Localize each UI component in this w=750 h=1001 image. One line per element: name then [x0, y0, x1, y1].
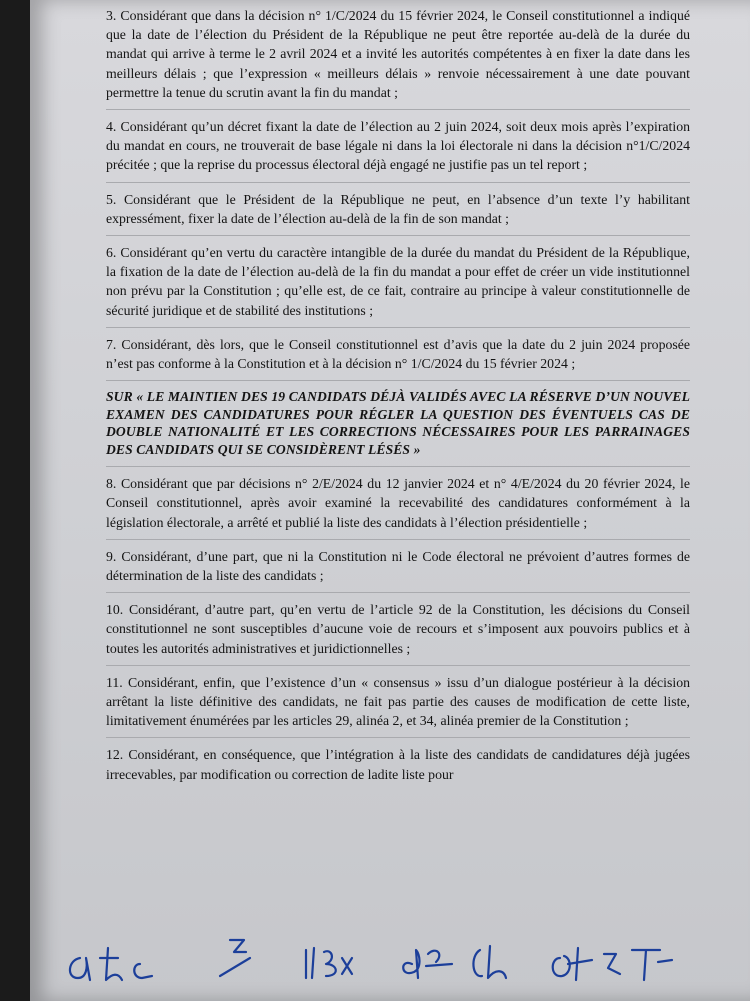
- paragraph-8: 8. Considérant que par décisions n° 2/E/2024 du 12 janvier 2024 et n° 4/E/2024 du 20 février 2024, le Conseil constitutionnel, après avoir examiné la recevabilité des candidatures conformément à la législation électorale, a arrêté et publié la liste des candidats à l’élection présidentielle ;: [106, 474, 690, 540]
- signature-2: [220, 940, 250, 976]
- paragraph-6: 6. Considérant qu’en vertu du caractère intangible de la durée du mandat du Président de la République, la fixation de la date de l’élection au-delà de la fin du mandat a pour effet de créer un vide institutionnel non prévu par la Constitution ; qu’elle est, de ce fait, contraire au principe à valeur constitutionnelle de sécurité juridique et de stabilité des institutions ;: [106, 243, 690, 328]
- signature-3: [306, 948, 352, 978]
- signature-6: [553, 948, 672, 980]
- handwritten-signatures: [60, 928, 750, 988]
- paragraph-10: 10. Considérant, d’autre part, qu’en vertu de l’article 92 de la Constitution, les décisions du Conseil constitutionnel ne sont susceptibles d’aucune voie de recours et s’imposent aux pouvoirs publics et à toutes les autorités administratives et juridictionnelles ;: [106, 600, 690, 666]
- paragraph-11: 11. Considérant, enfin, que l’existence d’un « consensus » issu d’un dialogue postérieur à la décision arrêtant la liste définitive des candidats, ne fait pas partie des causes de modification de cette liste, limitativement énumérées par les articles 29, alinéa 2, et 34, alinéa premier de la Constitution ;: [106, 673, 690, 739]
- signature-1: [70, 948, 152, 980]
- paragraph-7: 7. Considérant, dès lors, que le Conseil constitutionnel est d’avis que la date du 2 juin 2024 proposée n’est pas conforme à la Constitution et à la décision n° 1/C/2024 du 15 février 2024 ;: [106, 335, 690, 381]
- section-heading: SUR « LE MAINTIEN DES 19 CANDIDATS DÉJÀ VALIDÉS AVEC LA RÉSERVE D’UN NOUVEL EXAMEN DES CANDIDATURES POUR RÉGLER LA QUESTION DES ÉVENTUELS CAS DE DOUBLE NATIONALITÉ ET LES CORRECTIONS NÉCESSAIRES POUR LES PARRAINAGES DES CANDIDATS QUI SE CONSIDÈRENT LÉSÉS »: [106, 388, 690, 467]
- signature-4: [403, 950, 452, 978]
- document-page: [30, 0, 750, 1001]
- paragraph-12: 12. Considérant, en conséquence, que l’intégration à la liste des candidats de candidatures déjà jugées irrecevables, par modification ou correction de ladite liste pour: [106, 747, 690, 782]
- paragraph-3: 3. Considérant que dans la décision n° 1/C/2024 du 15 février 2024, le Conseil constitutionnel a indiqué que la date de l’élection du Président de la République ne peut être reportée au-delà de la durée du mandat qui arrive à terme le 2 avril 2024 et a invité les autorités compétentes à en fixer la date dans les meilleurs délais ; que l’expression « meilleurs délais » renvoie nécessairement à une date pouvant permettre la tenue du scrutin avant la fin du mandat ;: [106, 6, 690, 110]
- document-body: [106, 6, 690, 798]
- paragraph-9: 9. Considérant, d’une part, que ni la Constitution ni le Code électoral ne prévoient d’autres formes de détermination de la liste des candidats ;: [106, 547, 690, 593]
- paragraph-4: 4. Considérant qu’un décret fixant la date de l’élection au 2 juin 2024, soit deux mois après l’expiration du mandat en cours, ne trouverait de base légale ni dans la loi électorale ni dans la décision n°1/C/2024 précitée ; que la reprise du processus électoral déjà engagé ne justifie pas un tel report ;: [106, 117, 690, 183]
- paragraph-5: 5. Considérant que le Président de la République ne peut, en l’absence d’un texte l’y habilitant expressément, fixer la date de l’élection au-delà de la fin de son mandat ;: [106, 190, 690, 236]
- signature-5: [473, 946, 506, 978]
